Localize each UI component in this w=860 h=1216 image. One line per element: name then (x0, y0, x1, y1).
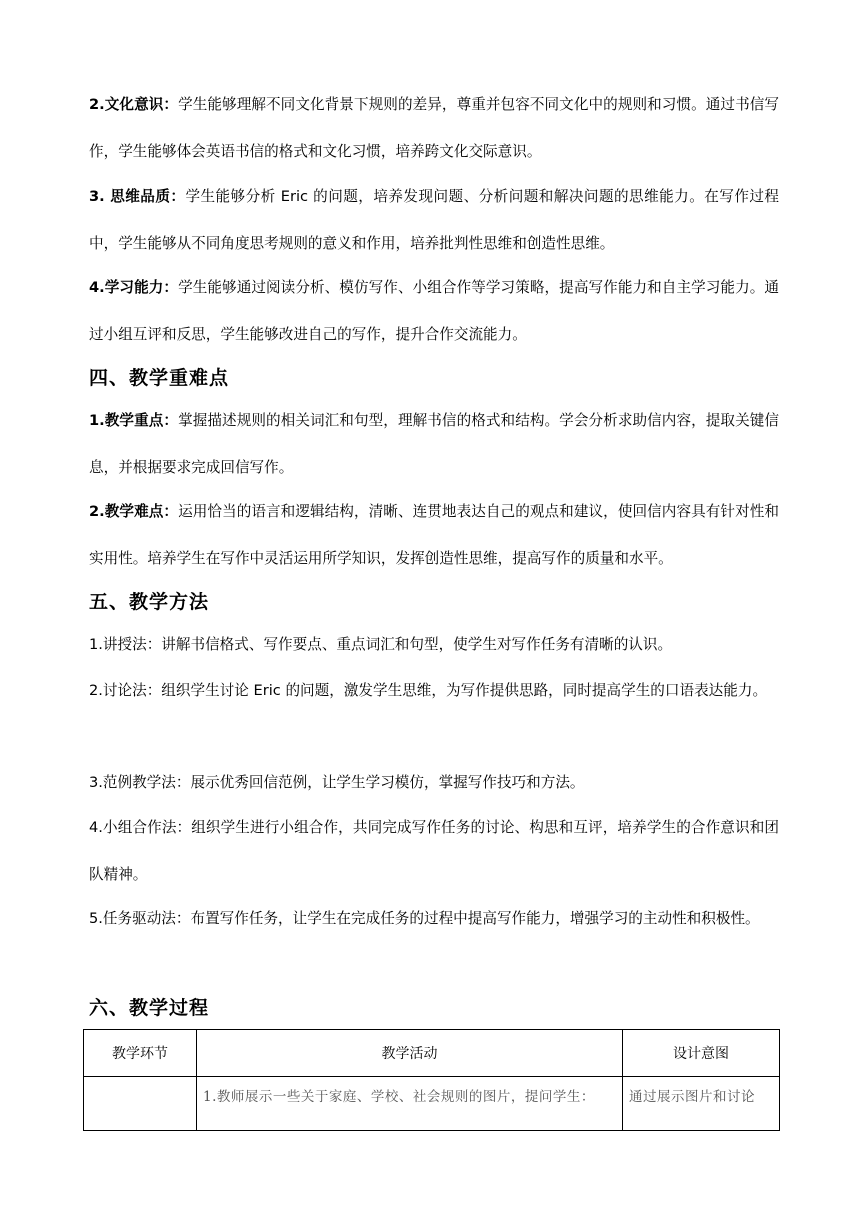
section-heading-methods: 五、教学方法 (89, 591, 210, 613)
method-item: 2.讨论法：组织学生讨论 Eric 的问题，激发学生思维，为写作提供思路，同时提高学生的口语表达能力。 (89, 682, 768, 699)
core-item-thinking (89, 173, 779, 267)
section-heading-process: 六、教学过程 (89, 997, 210, 1019)
method-item: 4.小组合作法：组织学生进行小组合作，共同完成写作任务的讨论、构思和互评，培养学生的合作意识和团队精神。 (89, 819, 779, 883)
method-item: 1.讲授法：讲解书信格式、写作要点、重点词汇和句型，使学生对写作任务有清晰的认识。 (89, 636, 673, 653)
process-table (83, 1029, 780, 1131)
table-header-cell: 设计意图 (623, 1030, 780, 1077)
key-point-label: 1.教学重点： (89, 412, 179, 429)
key-point-label: 2.教学难点： (89, 503, 179, 520)
key-point-text: 掌握描述规则的相关词汇和句型，理解书信的格式和结构。学会分析求助信内容，提取关键信息，并根据要求完成回信写作。 (89, 412, 779, 476)
core-item-label: 4.学习能力： (89, 279, 179, 296)
method-item: 3.范例教学法：展示优秀回信范例，让学生学习模仿，掌握写作技巧和方法。 (89, 774, 585, 791)
table-cell (84, 1077, 197, 1131)
table-header-cell: 教学活动 (197, 1030, 623, 1077)
core-item-label: 2.文化意识： (89, 96, 179, 113)
method-item: 5.任务驱动法：布置写作任务，让学生在完成任务的过程中提高写作能力，增强学习的主动性和积极性。 (89, 910, 760, 927)
table-row (84, 1077, 780, 1131)
core-item-text: 学生能够通过阅读分析、模仿写作、小组合作等学习策略，提高写作能力和自主学习能力。通过小组互评和反思，学生能够改进自己的写作，提升合作交流能力。 (89, 279, 779, 343)
core-item-text: 学生能够理解不同文化背景下规则的差异，尊重并包容不同文化中的规则和习惯。通过书信写作，学生能够体会英语书信的格式和文化习惯，培养跨文化交际意识。 (89, 96, 779, 160)
key-point-focus (89, 397, 779, 491)
table-header-cell: 教学环节 (84, 1030, 197, 1077)
core-item-label: 3. 思维品质： (89, 188, 186, 205)
key-point-difficulty (89, 488, 779, 582)
key-point-text: 运用恰当的语言和逻辑结构，清晰、连贯地表达自己的观点和建议，使回信内容具有针对性和实用性。培养学生在写作中灵活运用所学知识，发挥创造性思维，提高写作的质量和水平。 (89, 503, 779, 567)
section-heading-key-points: 四、教学重难点 (89, 367, 230, 389)
table-cell: 1.教师展示一些关于家庭、学校、社会规则的图片，提问学生： (197, 1077, 623, 1131)
table-header-row (84, 1030, 780, 1077)
core-item-culture (89, 81, 779, 175)
core-item-text: 学生能够分析 Eric 的问题，培养发现问题、分析问题和解决问题的思维能力。在写作过程中，学生能够从不同角度思考规则的意义和作用，培养批判性思维和创造性思维。 (89, 188, 779, 252)
core-item-learning (89, 264, 779, 358)
table-cell: 通过展示图片和讨论 (623, 1077, 780, 1131)
